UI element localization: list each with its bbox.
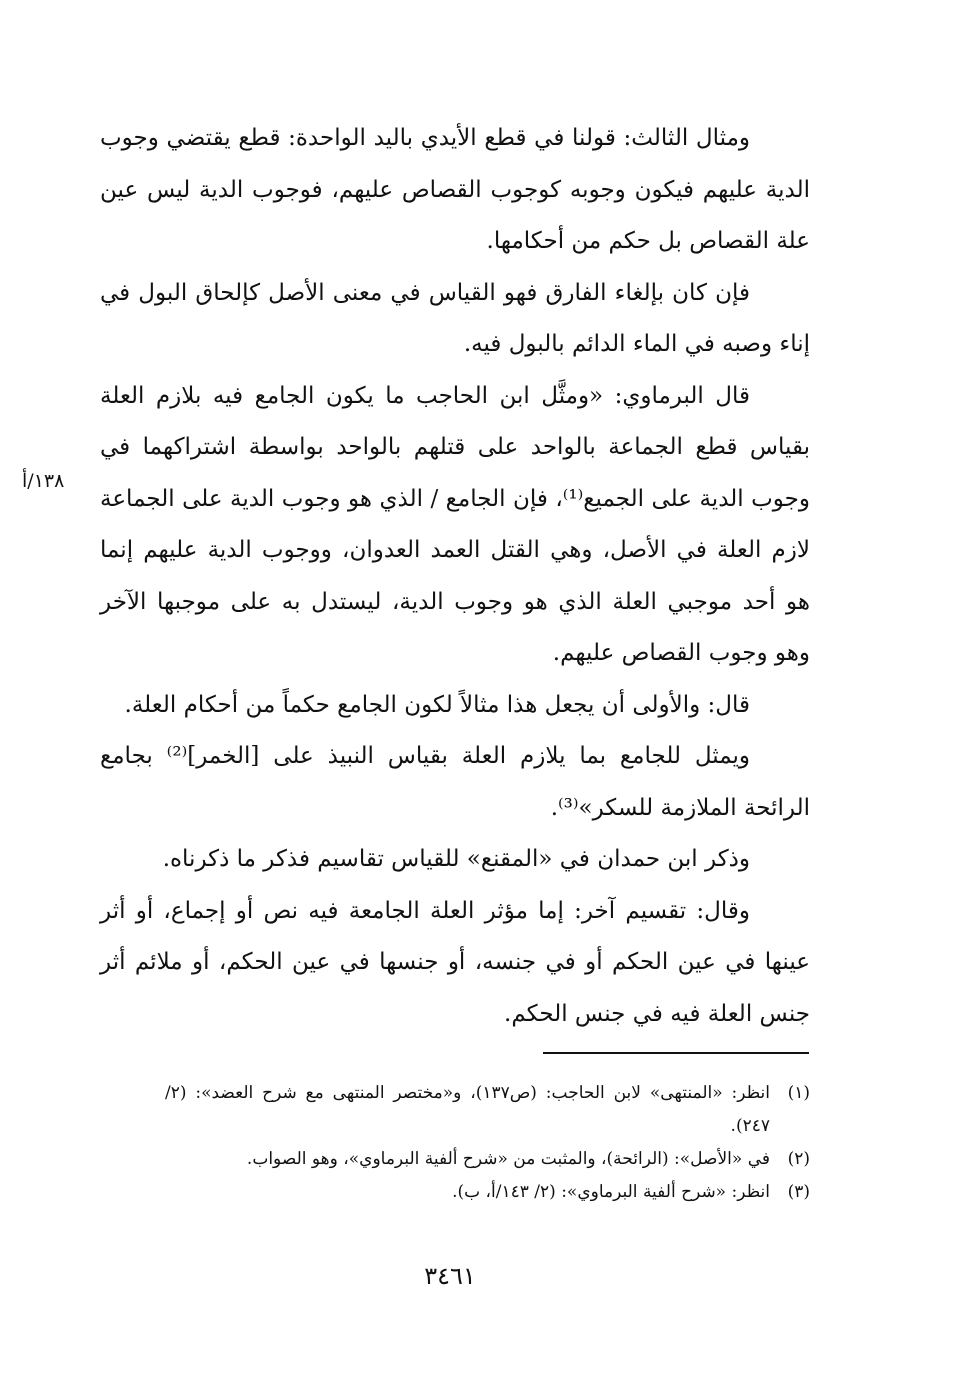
page-number: ٣٤٦١ — [424, 1262, 476, 1290]
footnote-item — [165, 1077, 810, 1143]
paragraph: قال: والأولى أن يجعل هذا مثالاً لكون الجامع حكماً من أحكام العلة. — [124, 691, 750, 718]
paragraph: ومثال الثالث: قولنا في قطع الأيدي باليد الواحدة: قطع يقتضي وجوب الدية عليهم فيكون وجوبه كوجوب القصاص عليهم، فوجوب الدية ليس عين علة القصاص بل حكم من أحكامها. — [100, 125, 810, 254]
manuscript-folio-marker: ١٣٨/أ — [22, 470, 65, 492]
footnote-text: انظر: «المنتهى» لابن الحاجب: (ص١٣٧)، و«مختصر المنتهى مع شرح العضد»: (٢/ ٢٤٧). — [165, 1083, 770, 1136]
footnote-item — [165, 1143, 810, 1176]
footnote-number: (١) — [787, 1083, 810, 1103]
footnotes-section — [165, 1077, 810, 1209]
paragraph: وقال: تقسيم آخر: إما مؤثر العلة الجامعة فيه نص أو إجماع، أو أثر عينها في عين الحكم أو في جنسه، أو جنسها في عين الحكم، أو ملائم أثر جنس العلة فيه في جنس الحكم. — [100, 897, 810, 1027]
main-text-body — [100, 113, 810, 1040]
footnote-number: (٣) — [787, 1182, 810, 1202]
paragraph: وذكر ابن حمدان في «المقنع» للقياس تقاسيم فذكر ما ذكرناه. — [162, 846, 750, 872]
footnote-text: انظر: «شرح ألفية البرماوي»: (٢/ ١٤٣/أ، ب). — [452, 1182, 770, 1202]
footnote-text: في «الأصل»: (الرائحة)، والمثبت من «شرح ألفية البرماوي»، وهو الصواب. — [246, 1149, 770, 1169]
paragraph: ويمثل للجامع بما يلازم العلة بقياس النبيذ على [الخمر]⁽²⁾ بجامع الرائحة الملازمة للسكر»⁽³⁾. — [100, 743, 810, 821]
footnote-item — [165, 1176, 810, 1209]
paragraph: فإن كان بإلغاء الفارق فهو القياس في معنى الأصل كإلحاق البول في إناء وصبه في الماء الدائم بالبول فيه. — [100, 279, 810, 357]
footnote-divider — [543, 1052, 809, 1054]
paragraph: قال البرماوي: «ومثَّل ابن الحاجب ما يكون الجامع فيه بلازم العلة بقياس قطع الجماعة بالواحد على قتلهم بالواحد بواسطة اشتراكهما في وجوب الدية على الجميع⁽¹⁾، فإن الجامع / الذي هو وجوب الدية على الجماعة لازم العلة في الأصل، وهي القتل العمد العدوان، ووجوب الدية عليهم إنما هو أحد موجبي العلة الذي هو وجوب الدية، ليستدل به على موجبها الآخر وهو وجوب القصاص عليهم. — [100, 382, 810, 666]
footnote-number: (٢) — [787, 1149, 810, 1169]
